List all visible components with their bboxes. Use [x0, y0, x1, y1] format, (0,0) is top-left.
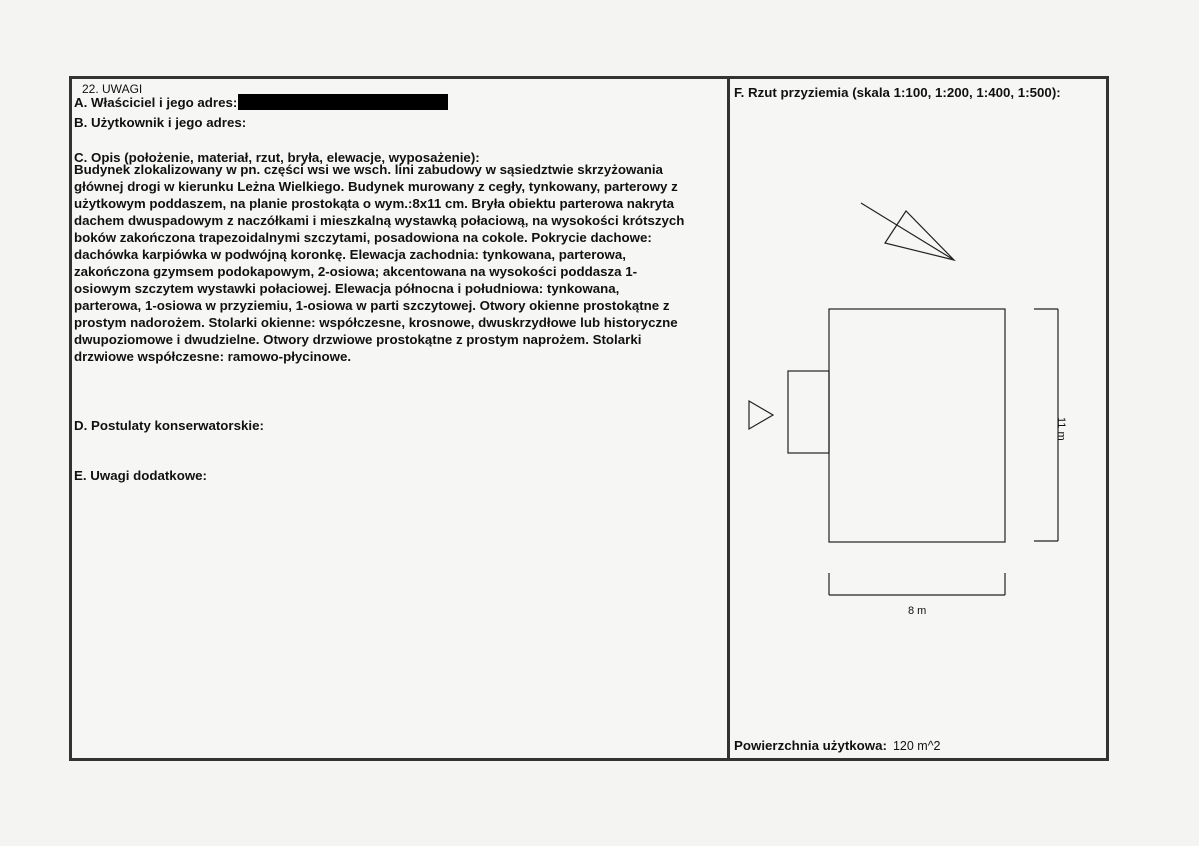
width-dimension-line [829, 573, 1005, 595]
description-line: dwupoziomowe i dwudzielne. Otwory drzwiowe prostokątne z prostym naprożem. Stolarki [74, 332, 642, 347]
entrance-arrow-icon [749, 401, 773, 429]
owner-label: A. Właściciel i jego adres: [74, 95, 238, 110]
description-line: parterowa, 1-osiowa w przyziemiu, 1-osiowa w parti szczytowej. Otwory okienne prostokątne z [74, 298, 670, 313]
description-text [74, 161, 729, 365]
postulates-label: D. Postulaty konserwatorskie: [74, 418, 264, 433]
description-line: dachem dwuspadowym z naczółkami i mieszkalną wystawką połaciową, na wysokości krótszych [74, 213, 685, 228]
redaction-bar [238, 94, 448, 110]
plan-title: F. Rzut przyziemia (skala 1:100, 1:200, 1:400, 1:500): [734, 85, 1061, 100]
remarks-section [72, 79, 727, 758]
usable-area-row [734, 738, 941, 753]
width-dimension-label: 8 m [908, 605, 927, 617]
description-line: boków zakończona trapezoidalnymi szczytami, posadowiona na cokole. Pokrycie dachowe: [74, 230, 652, 245]
description-line: osiowym szczytem wystawki połaciowej. Elewacja północna i południowa: tynkowana, [74, 281, 620, 296]
height-dimension-label: 11 m [1055, 417, 1067, 441]
additional-remarks-label: E. Uwagi dodatkowe: [74, 468, 207, 483]
usable-area-label: Powierzchnia użytkowa: [734, 738, 887, 753]
description-line: Budynek zlokalizowany w pn. części wsi we wsch. lini zabudowy w sąsiedztwie skrzyżowania [74, 162, 663, 177]
description-line: głównej drogi w kierunku Leżna Wielkiego. Budynek murowany z cegły, tynkowany, parterowy z [74, 179, 678, 194]
building-outline [829, 309, 1005, 542]
ground-plan-drawing [730, 79, 1106, 758]
description-label: C. Opis (położenie, materiał, rzut, bryła, elewacje, wyposażenie): [74, 150, 480, 165]
description-line: użytkowym poddaszem, na planie prostokąta o wym.:8x11 cm. Bryła obiektu parterowa nakryta [74, 196, 675, 211]
user-label: B. Użytkownik i jego adres: [74, 115, 247, 130]
usable-area-value: 120 m^2 [892, 739, 941, 753]
owner-row [74, 94, 448, 111]
north-arrow-icon [861, 203, 954, 260]
ground-plan-section [730, 79, 1106, 758]
section-heading: 22. UWAGI [82, 82, 143, 96]
description-line: zakończona gzymsem podokapowym, 2-osiowa; akcentowana na wysokości poddasza 1- [74, 264, 638, 279]
description-line: prostym nadorożem. Stolarki okienne: współczesne, krosnowe, dwuskrzydłowe lub historyczne [74, 315, 678, 330]
description-line: drzwiowe współczesne: ramowo-płycinowe. [74, 349, 352, 364]
description-line: dachówka karpiówka w podwójną koronkę. Elewacja zachodnia: tynkowana, parterowa, [74, 247, 626, 262]
porch-outline [788, 371, 829, 453]
